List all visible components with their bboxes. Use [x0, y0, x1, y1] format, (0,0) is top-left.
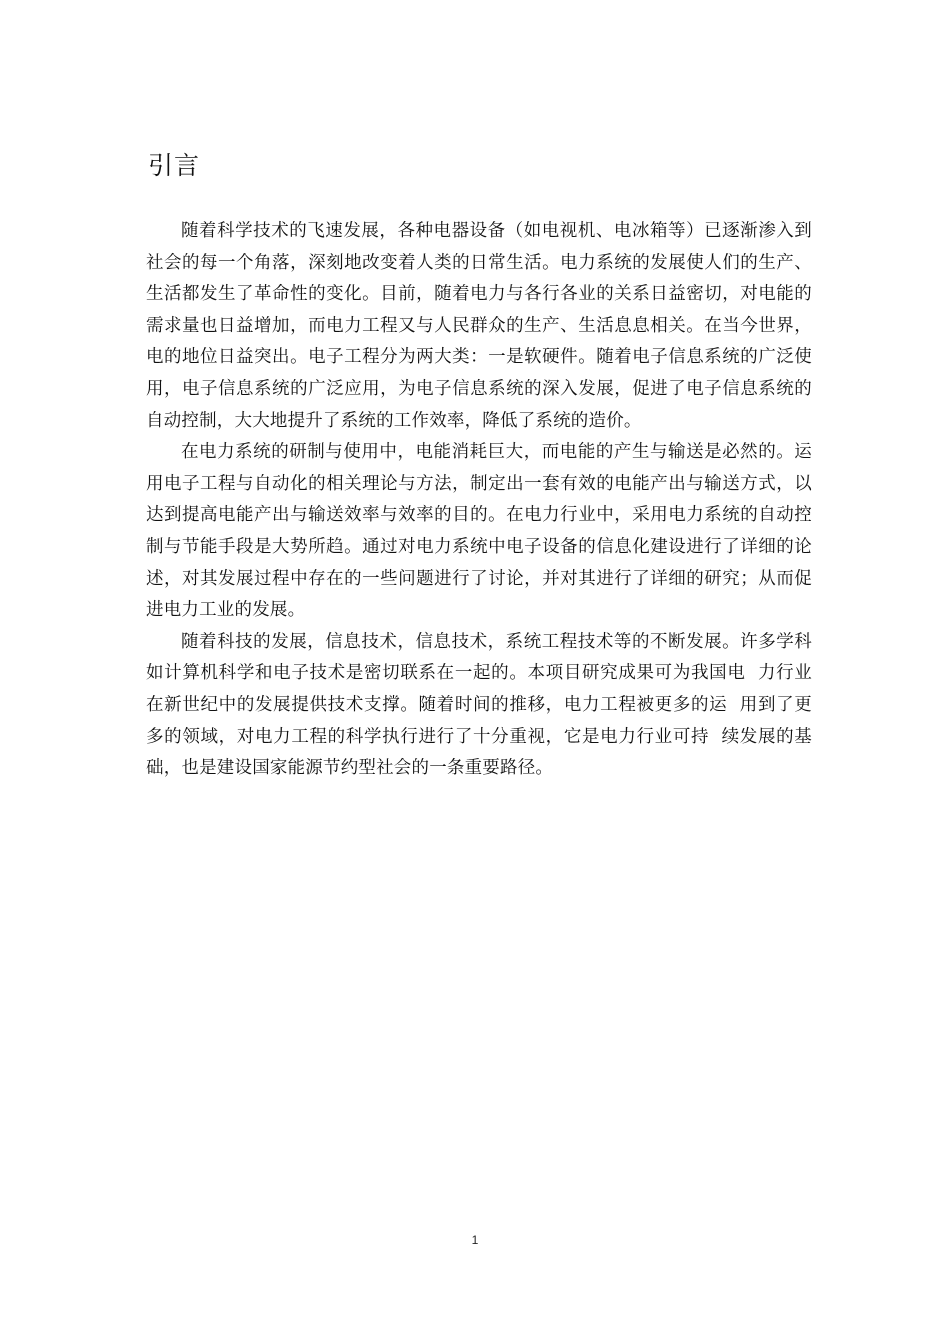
body-text: [146, 216, 812, 785]
section-heading: 引言: [148, 151, 201, 180]
paragraph-3: 随着科技的发展，信息技术，信息技术，系统工程技术等的不断发展。许多学科如计算机科学和电子技术是密切联系在一起的。本项目研究成果可为我国电 力行业在新世纪中的发展提供技术支撑。随着时间的推移，电力工程被更多的运 用到了更多的领域，对电力工程的科学执行进行了十分重视，它是电力行业可持 续发展的基础，也是建设国家能源节约型社会的一条重要路径。: [146, 631, 812, 779]
page-number: 1: [471, 1233, 479, 1247]
paragraph-1: 随着科学技术的飞速发展，各种电器设备（如电视机、电冰箱等）已逐渐渗入到社会的每一个角落，深刻地改变着人类的日常生活。电力系统的发展使人们的生产、生活都发生了革命性的变化。目前，随着电力与各行各业的关系日益密切，对电能的需求量也日益增加，而电力工程又与人民群众的生产、生活息息相关。在当今世界，电的地位日益突出。电子工程分为两大类：一是软硬件。随着电子信息系统的广泛使用，电子信息系统的广泛应用，为电子信息系统的深入发展，促进了电子信息系统的自动控制，大大地提升了系统的工作效率，降低了系统的造价。: [146, 221, 812, 431]
paragraph-2: 在电力系统的研制与使用中，电能消耗巨大，而电能的产生与输送是必然的。运用电子工程与自动化的相关理论与方法，制定出一套有效的电能产出与输送方式，以达到提高电能产出与输送效率与效率的目的。在电力行业中，采用电力系统的自动控制与节能手段是大势所趋。通过对电力系统中电子设备的信息化建设进行了详细的论述，对其发展过程中存在的一些问题进行了讨论，并对其进行了详细的研究；从而促进电力工业的发展。: [146, 442, 812, 621]
